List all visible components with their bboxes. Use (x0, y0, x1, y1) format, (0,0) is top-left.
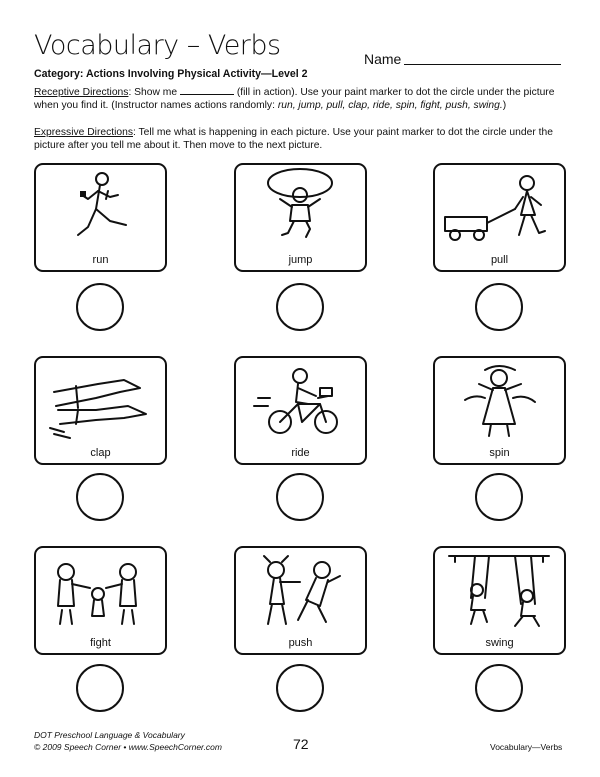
receptive-directions (34, 85, 569, 112)
clapping-hands-icon (36, 358, 164, 442)
receptive-part3: ) (502, 99, 507, 111)
dot-circle-swing[interactable] (475, 664, 523, 712)
expressive-heading: Expressive Directions (34, 127, 133, 138)
card-label: spin (489, 447, 510, 459)
card-label: run (92, 254, 109, 266)
card-fight[interactable] (34, 546, 167, 655)
running-man-icon (36, 165, 164, 249)
fill-in-blank (180, 85, 234, 95)
expressive-directions (34, 127, 569, 152)
card-label: fight (90, 637, 111, 649)
spinning-girl-icon (435, 358, 563, 442)
footer-book-title: DOT Preschool Language & Vocabulary (34, 730, 185, 740)
page-number: 72 (293, 736, 309, 752)
name-label: Name (364, 51, 402, 67)
card-label: push (288, 637, 313, 649)
card-run[interactable] (34, 163, 167, 272)
jump-rope-child-icon (236, 165, 364, 249)
children-fighting-icon (36, 548, 164, 632)
category-text: Actions Involving Physical Activity—Level 2 (86, 68, 308, 80)
children-swinging-icon (435, 548, 563, 632)
dot-circle-clap[interactable] (76, 473, 124, 521)
card-label: swing (485, 637, 514, 649)
footer-section-title: Vocabulary—Verbs (490, 742, 563, 752)
card-jump[interactable] (234, 163, 367, 272)
footer-copyright: © 2009 Speech Corner • www.SpeechCorner.com (34, 742, 222, 752)
receptive-part2: (fill in action). Use your paint marker to dot the circle under the picture when you find it. (Instructor names actions randomly: (34, 87, 555, 111)
receptive-heading: Receptive Directions (34, 87, 129, 98)
card-clap[interactable] (34, 356, 167, 465)
receptive-actions-list: run, jump, pull, clap, ride, spin, fight, push, swing. (277, 99, 503, 111)
card-label: ride (291, 447, 310, 459)
page-title: Vocabulary – Verbs (34, 30, 281, 61)
card-ride[interactable] (234, 356, 367, 465)
card-label: pull (490, 254, 509, 266)
card-swing[interactable] (433, 546, 566, 655)
card-label: jump (288, 254, 313, 266)
dot-circle-jump[interactable] (276, 283, 324, 331)
dot-circle-pull[interactable] (475, 283, 523, 331)
girl-pulling-wagon-icon (435, 165, 563, 249)
expressive-text: : Tell me what is happening in each picture. Use your paint marker to dot the circle under the picture after you tell me about it. Then move to the next picture. (34, 127, 553, 151)
child-riding-bike-icon (236, 358, 364, 442)
dot-circle-push[interactable] (276, 664, 324, 712)
receptive-part1: : Show me (128, 87, 178, 98)
category-label: Category: (34, 68, 84, 80)
card-pull[interactable] (433, 163, 566, 272)
card-label: clap (90, 447, 111, 459)
dot-circle-ride[interactable] (276, 473, 324, 521)
category-line (34, 68, 308, 80)
name-field-line[interactable] (404, 64, 561, 65)
dot-circle-spin[interactable] (475, 473, 523, 521)
card-push[interactable] (234, 546, 367, 655)
card-spin[interactable] (433, 356, 566, 465)
girl-pushing-icon (236, 548, 364, 632)
dot-circle-fight[interactable] (76, 664, 124, 712)
dot-circle-run[interactable] (76, 283, 124, 331)
